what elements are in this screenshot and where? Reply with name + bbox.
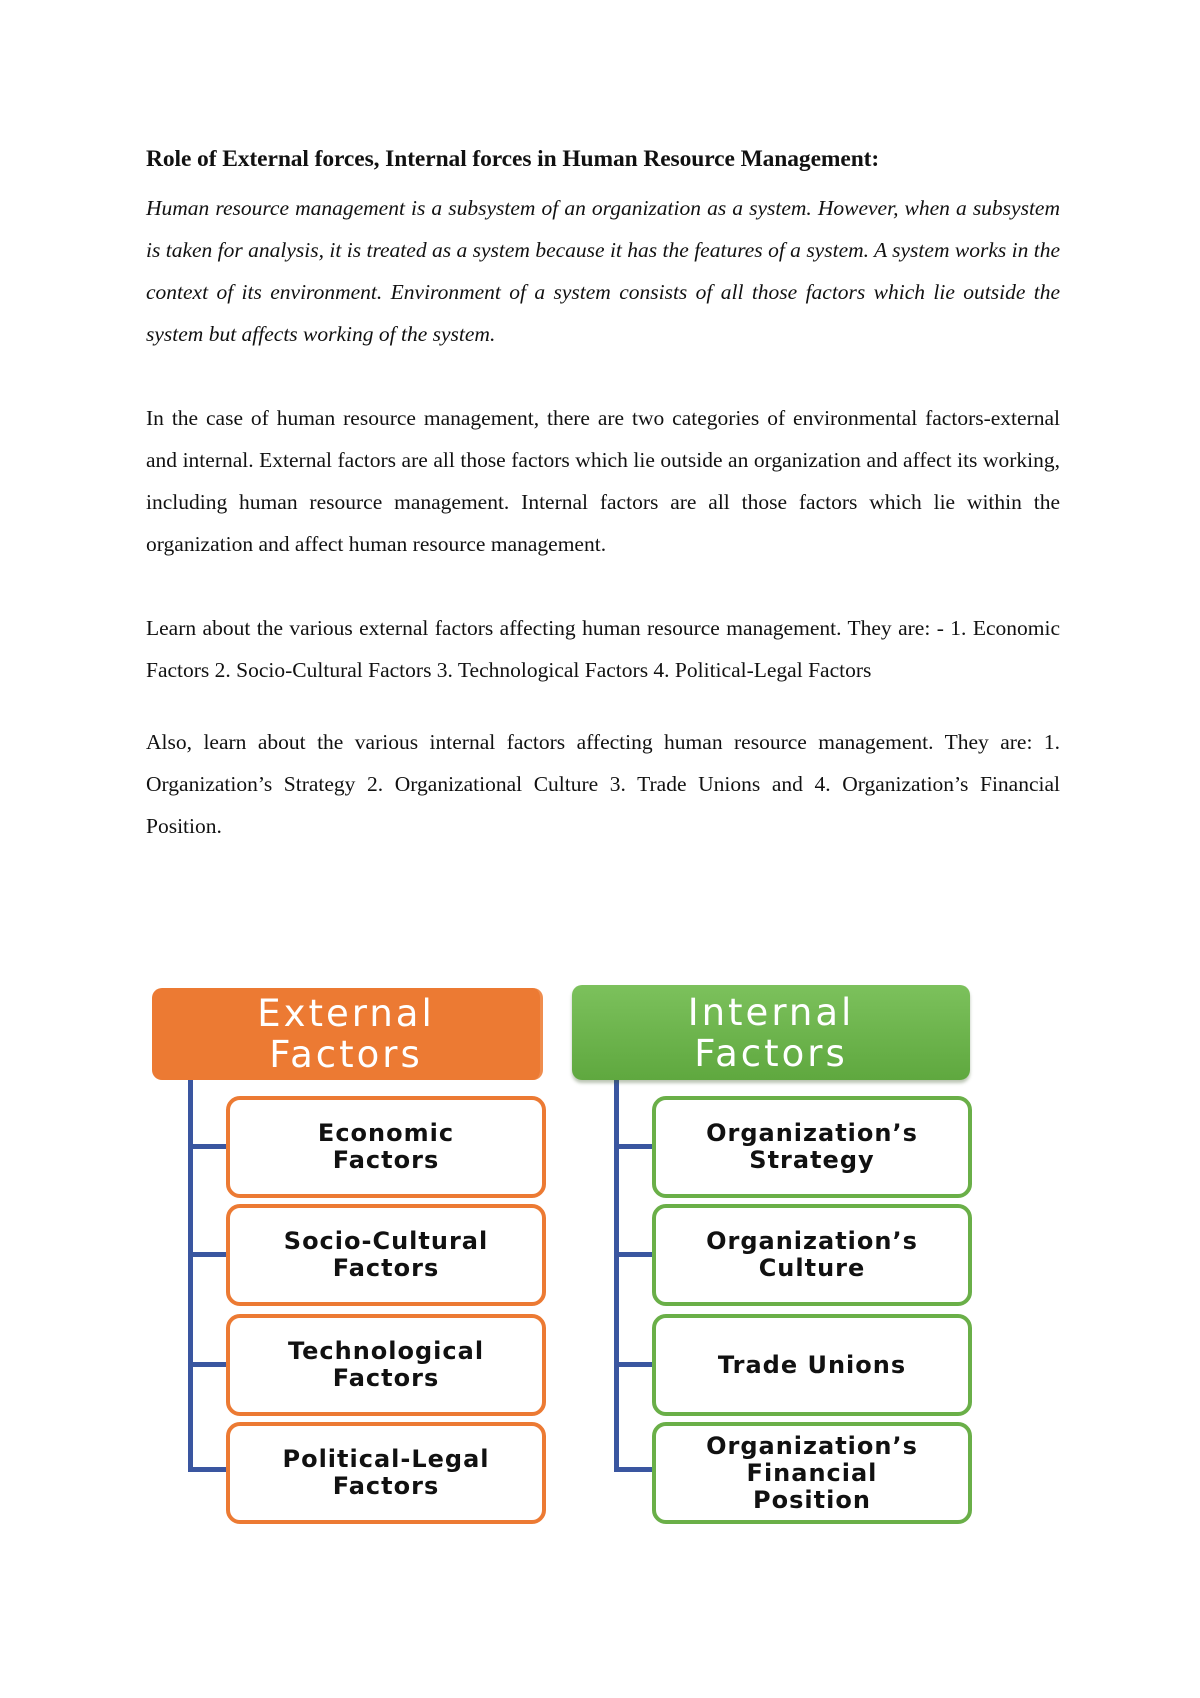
trade-unions-box: Trade Unions	[652, 1314, 972, 1416]
external-factors-paragraph: Learn about the various external factors affecting human resource management. They are: - 1. Economic Factors 2. Socio-Cultural Factors 3. Technological Factors 4. Political-Legal Factors	[146, 616, 1060, 682]
organization-culture-box: Organization’s Culture	[652, 1204, 972, 1306]
external-branch-line	[188, 1144, 228, 1149]
organization-strategy-box: Organization’s Strategy	[652, 1096, 972, 1198]
technological-factors-box: Technological Factors	[226, 1314, 546, 1416]
internal-branch-line	[614, 1362, 654, 1367]
internal-trunk-line	[614, 1080, 619, 1470]
financial-position-box: Organization’s Financial Position	[652, 1422, 972, 1524]
internal-factors-paragraph: Also, learn about the various internal factors affecting human resource management. They are: 1. Organization’s Strategy 2. Organizational Culture 3. Trade Unions and 4. Organization’s Financial Position.	[146, 730, 1060, 838]
internal-branch-line	[614, 1252, 654, 1257]
document-title: Role of External forces, Internal forces in Human Resource Management:	[146, 146, 880, 172]
socio-cultural-factors-box: Socio-Cultural Factors	[226, 1204, 546, 1306]
political-legal-factors-box: Political-Legal Factors	[226, 1422, 546, 1524]
external-branch-line	[188, 1467, 228, 1472]
document-body	[146, 146, 1060, 847]
external-branch-line	[188, 1362, 228, 1367]
intro-paragraph: Human resource management is a subsystem of an organization as a system. However, when a subsystem is taken for analysis, it is treated as a system because it has the features of a system. A system works in the context of its environment. Environment of a system consists of all those factors which lie outside the system but affects working of the system.	[146, 196, 1060, 346]
internal-branch-line	[614, 1144, 654, 1149]
environment-paragraph: In the case of human resource management, there are two categories of environmental factors-external and internal. External factors are all those factors which lie outside an organization and affect its working, including human resource management. Internal factors are all those factors which lie within the organization and affect human resource management.	[146, 406, 1060, 556]
external-trunk-line	[188, 1080, 193, 1470]
economic-factors-box: Economic Factors	[226, 1096, 546, 1198]
external-branch-line	[188, 1252, 228, 1257]
internal-factors-header: Internal Factors	[572, 985, 970, 1080]
external-factors-header: External Factors	[152, 988, 543, 1080]
internal-branch-line	[614, 1467, 654, 1472]
